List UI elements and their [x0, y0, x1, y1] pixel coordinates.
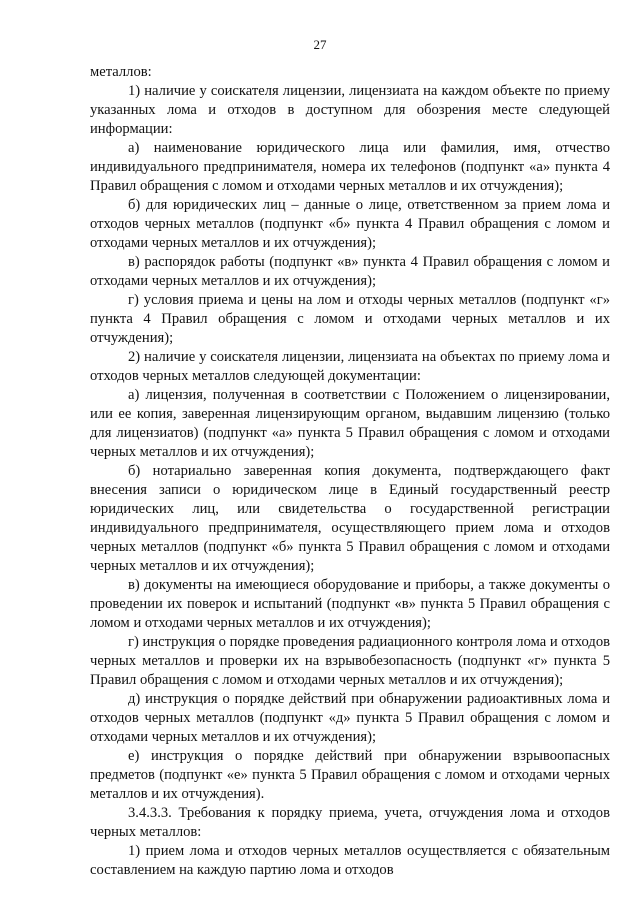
paragraph: металлов:: [90, 64, 152, 80]
paragraph: е) инструкция о порядке действий при обнаружении взрывоопасных предметов (подпункт «е» пункта 5 Правил обращения с ломом и отходами черных металлов и их отчуждения).: [90, 748, 610, 802]
section-heading: 3.4.3.3. Требования к порядку приема, учета, отчуждения лома и отходов черных металлов:: [90, 805, 610, 840]
paragraph: в) распорядок работы (подпункт «в» пункта 4 Правил обращения с ломом и отходами черных металлов и их отчуждения);: [90, 254, 610, 289]
paragraph: д) инструкция о порядке действий при обнаружении радиоактивных лома и отходов черных металлов (подпункт «д» пункта 5 Правил обращения с ломом и отходами черных металлов и их отчуждения);: [90, 691, 610, 745]
paragraph: б) нотариально заверенная копия документа, подтверждающего факт внесения записи о юридическом лице в Единый государственный реестр юридических лиц, или свидетельства о государственной регистрации индивидуального предпринимателя, осуществляющего прием лома и отходов черных металлов (подпункт «б» пункта 5 Правил обращения с ломом и отходами черных металлов и их отчуждения);: [90, 463, 610, 574]
paragraph: г) инструкция о порядке проведения радиационного контроля лома и отходов черных металлов и проверки их на взрывобезопасность (подпункт «г» пункта 5 Правил обращения с ломом и отходами черных металлов и их отчуждения);: [90, 634, 611, 688]
paragraph: 1) прием лома и отходов черных металлов осуществляется с обязательным составлением на каждую партию лома и отходов: [90, 843, 610, 878]
paragraph: а) лицензия, полученная в соответствии с Положением о лицензировании, или ее копия, заверенная лицензирующим органом, выдавшим лицензию (только для лицензиатов) (подпункт «а» пункта 5 Правил обращения с ломом и отходами черных металлов и их отчуждения);: [90, 387, 610, 460]
paragraph: б) для юридических лиц – данные о лице, ответственном за прием лома и отходов черных металлов (подпункт «б» пункта 4 Правил обращения с ломом и отходами черных металлов и их отчуждения);: [90, 197, 610, 251]
paragraph: 2) наличие у соискателя лицензии, лицензиата на объектах по приему лома и отходов черных металлов следующей документации:: [90, 349, 610, 384]
paragraph: а) наименование юридического лица или фамилия, имя, отчество индивидуального предпринимателя, номера их телефонов (подпункт «а» пункта 4 Правил обращения с ломом и отходами черных металлов и их отчуждения);: [90, 140, 610, 194]
paragraph: г) условия приема и цены на лом и отходы черных металлов (подпункт «г» пункта 4 Правил обращения с ломом и отходами черных металлов и их отчуждения);: [90, 292, 610, 346]
paragraph: 1) наличие у соискателя лицензии, лицензиата на каждом объекте по приему указанных лома и отходов в доступном для обозрения месте следующей информации:: [90, 83, 610, 137]
paragraph: в) документы на имеющиеся оборудование и приборы, а также документы о проведении их поверок и испытаний (подпункт «в» пункта 5 Правил обращения с ломом и отходами черных металлов и их отчуждения);: [90, 577, 610, 631]
document-body: [90, 63, 610, 880]
page-number: 27: [313, 37, 327, 52]
